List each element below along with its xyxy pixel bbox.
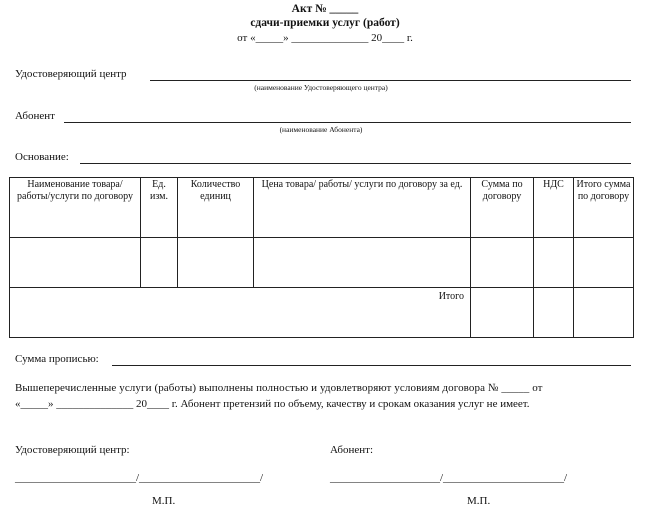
center-input-line[interactable] xyxy=(150,80,631,81)
total-label: Итого xyxy=(10,288,471,338)
header-cell-quantity: Количество единиц xyxy=(178,178,254,238)
header-cell-price: Цена товара/ работы/ услуги по договору за ед. xyxy=(254,178,471,238)
subscriber-caption: (наименование Абонента) xyxy=(279,125,363,134)
cell-quantity[interactable] xyxy=(178,238,254,288)
sum-words-label: Сумма прописью: xyxy=(15,353,99,365)
signature-subscriber-line[interactable]: ____________________/______________________/ xyxy=(330,472,568,484)
cell-total[interactable] xyxy=(574,238,634,288)
basis-label: Основание: xyxy=(15,151,69,163)
table-total-row xyxy=(10,288,634,338)
cell-price[interactable] xyxy=(254,238,471,288)
act-title: Акт № _____ xyxy=(291,3,359,15)
total-total-cell[interactable] xyxy=(574,288,634,338)
cell-unit[interactable] xyxy=(141,238,178,288)
header-cell-unit: Ед. изм. xyxy=(141,178,178,238)
services-table xyxy=(9,177,634,338)
act-subtitle: сдачи-приемки услуг (работ) xyxy=(250,17,400,29)
cell-vat[interactable] xyxy=(534,238,574,288)
center-label: Удостоверяющий центр xyxy=(15,68,127,80)
basis-input-line[interactable] xyxy=(80,163,631,164)
stamp-left: М.П. xyxy=(152,495,176,507)
cell-sum[interactable] xyxy=(471,238,534,288)
statement-line-2: «_____» ______________ 20____ г. Абонент претензий по объему, качеству и срокам оказания услуг не имеет. xyxy=(15,398,530,410)
center-caption: (наименование Удостоверяющего центра) xyxy=(254,83,388,92)
table-header-row xyxy=(10,178,634,238)
signature-center-line[interactable]: ______________________/______________________/ xyxy=(15,472,264,484)
total-vat-cell[interactable] xyxy=(534,288,574,338)
sum-words-input-line[interactable] xyxy=(112,365,631,366)
subscriber-label: Абонент xyxy=(15,110,55,122)
stamp-right: М.П. xyxy=(467,495,491,507)
act-date: от «_____» ______________ 20____ г. xyxy=(237,32,413,44)
signature-subscriber-label: Абонент: xyxy=(330,444,374,456)
header-cell-total: Итого сумма по договору xyxy=(574,178,634,238)
header-cell-vat: НДС xyxy=(534,178,574,238)
table-row xyxy=(10,238,634,288)
subscriber-input-line[interactable] xyxy=(64,122,631,123)
header-cell-name: Наименование товара/работы/услуги по договору xyxy=(10,178,141,238)
statement-line-1: Вышеперечисленные услуги (работы) выполнены полностью и удовлетворяют условиям договора № _____ от xyxy=(15,382,543,394)
signature-center-label: Удостоверяющий центр: xyxy=(15,444,130,456)
cell-name[interactable] xyxy=(10,238,141,288)
header-cell-sum: Сумма по договору xyxy=(471,178,534,238)
total-sum-cell[interactable] xyxy=(471,288,534,338)
